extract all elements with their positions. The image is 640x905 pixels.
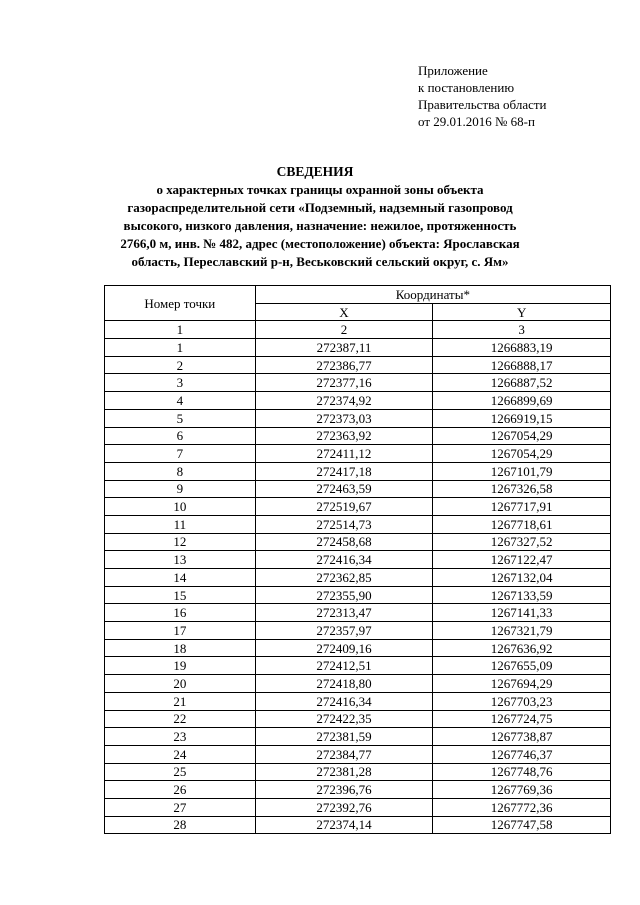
point-number-cell: 19 bbox=[105, 657, 256, 675]
x-coordinate-cell: 272519,67 bbox=[255, 498, 433, 516]
appendix-line: Правительства области bbox=[418, 97, 547, 112]
x-coordinate-cell: 272416,34 bbox=[255, 551, 433, 569]
y-coordinate-cell: 1267703,23 bbox=[433, 692, 611, 710]
point-number-cell: 15 bbox=[105, 586, 256, 604]
table-row bbox=[105, 409, 611, 427]
x-coordinate-cell: 272392,76 bbox=[255, 798, 433, 816]
point-number-cell: 16 bbox=[105, 604, 256, 622]
table-row bbox=[105, 728, 611, 746]
y-coordinate-cell: 1267718,61 bbox=[433, 515, 611, 533]
x-coordinate-cell: 272374,14 bbox=[255, 816, 433, 834]
point-number-cell: 22 bbox=[105, 710, 256, 728]
y-coordinate-cell: 1266883,19 bbox=[433, 339, 611, 357]
y-coordinate-cell: 1267054,29 bbox=[433, 445, 611, 463]
y-coordinate-cell: 1267738,87 bbox=[433, 728, 611, 746]
table-row bbox=[105, 339, 611, 357]
table-row bbox=[105, 445, 611, 463]
table-row bbox=[105, 745, 611, 763]
point-number-cell: 18 bbox=[105, 639, 256, 657]
point-number-cell: 17 bbox=[105, 622, 256, 640]
point-number-cell: 28 bbox=[105, 816, 256, 834]
x-coordinate-cell: 272418,80 bbox=[255, 675, 433, 693]
point-number-cell: 21 bbox=[105, 692, 256, 710]
table-row bbox=[105, 374, 611, 392]
y-coordinate-cell: 1266899,69 bbox=[433, 392, 611, 410]
x-coordinate-cell: 272357,97 bbox=[255, 622, 433, 640]
subtitle-line: 2766,0 м, инв. № 482, адрес (местоположение) объекта: Ярославская bbox=[120, 236, 520, 251]
point-number-cell: 6 bbox=[105, 427, 256, 445]
x-coordinate-cell: 272362,85 bbox=[255, 569, 433, 587]
subtitle-line: высокого, низкого давления, назначение: нежилое, протяженность bbox=[123, 218, 517, 233]
x-coordinate-cell: 272396,76 bbox=[255, 781, 433, 799]
x-coordinate-cell: 272387,11 bbox=[255, 339, 433, 357]
point-number-cell: 14 bbox=[105, 569, 256, 587]
y-coordinate-cell: 1266888,17 bbox=[433, 356, 611, 374]
table-row bbox=[105, 515, 611, 533]
x-coordinate-cell: 272417,18 bbox=[255, 462, 433, 480]
x-coordinate-cell: 272463,59 bbox=[255, 480, 433, 498]
y-coordinate-cell: 1267772,36 bbox=[433, 798, 611, 816]
subtitle-line: о характерных точках границы охранной зоны объекта bbox=[156, 182, 484, 197]
x-coordinate-cell: 272386,77 bbox=[255, 356, 433, 374]
table-row bbox=[105, 798, 611, 816]
y-coordinate-cell: 1267122,47 bbox=[433, 551, 611, 569]
header-row bbox=[105, 286, 611, 304]
y-coordinate-cell: 1267769,36 bbox=[433, 781, 611, 799]
y-coordinate-cell: 1267724,75 bbox=[433, 710, 611, 728]
point-number-cell: 8 bbox=[105, 462, 256, 480]
point-number-cell: 20 bbox=[105, 675, 256, 693]
point-number-cell: 24 bbox=[105, 745, 256, 763]
point-number-cell: 9 bbox=[105, 480, 256, 498]
y-coordinate-cell: 1267748,76 bbox=[433, 763, 611, 781]
table-row bbox=[105, 816, 611, 834]
y-coordinate-cell: 1267321,79 bbox=[433, 622, 611, 640]
table-row bbox=[105, 569, 611, 587]
table-row bbox=[105, 710, 611, 728]
point-number-cell: 2 bbox=[105, 356, 256, 374]
x-coordinate-cell: 272458,68 bbox=[255, 533, 433, 551]
y-coordinate-cell: 1267054,29 bbox=[433, 427, 611, 445]
y-coordinate-cell: 1267132,04 bbox=[433, 569, 611, 587]
table-row bbox=[105, 586, 611, 604]
x-coordinate-cell: 272422,35 bbox=[255, 710, 433, 728]
appendix-block bbox=[418, 62, 547, 130]
y-coordinate-cell: 1267133,59 bbox=[433, 586, 611, 604]
x-coordinate-cell: 272355,90 bbox=[255, 586, 433, 604]
point-number-cell: 4 bbox=[105, 392, 256, 410]
x-coordinate-cell: 272363,92 bbox=[255, 427, 433, 445]
point-number-cell: 23 bbox=[105, 728, 256, 746]
x-coordinate-cell: 272384,77 bbox=[255, 745, 433, 763]
point-number-cell: 1 bbox=[105, 339, 256, 357]
y-coordinate-cell: 1267326,58 bbox=[433, 480, 611, 498]
table-row bbox=[105, 462, 611, 480]
appendix-line: к постановлению bbox=[418, 80, 515, 95]
point-number-cell: 27 bbox=[105, 798, 256, 816]
x-coordinate-cell: 272313,47 bbox=[255, 604, 433, 622]
y-coordinate-cell: 1267717,91 bbox=[433, 498, 611, 516]
point-number-cell: 7 bbox=[105, 445, 256, 463]
table-row bbox=[105, 533, 611, 551]
point-number-cell: 25 bbox=[105, 763, 256, 781]
point-number-cell: 5 bbox=[105, 409, 256, 427]
point-number-cell: 11 bbox=[105, 515, 256, 533]
column-number: 1 bbox=[105, 321, 256, 339]
table-row bbox=[105, 392, 611, 410]
coordinates-header: Координаты* bbox=[255, 286, 610, 304]
point-number-cell: 12 bbox=[105, 533, 256, 551]
table-row bbox=[105, 657, 611, 675]
table-row bbox=[105, 692, 611, 710]
x-coordinate-cell: 272374,92 bbox=[255, 392, 433, 410]
column-number: 3 bbox=[433, 321, 611, 339]
y-header: Y bbox=[433, 303, 611, 321]
point-number-cell: 3 bbox=[105, 374, 256, 392]
appendix-line: Приложение bbox=[418, 63, 488, 78]
x-coordinate-cell: 272412,51 bbox=[255, 657, 433, 675]
x-coordinate-cell: 272409,16 bbox=[255, 639, 433, 657]
y-coordinate-cell: 1267747,58 bbox=[433, 816, 611, 834]
table-row bbox=[105, 427, 611, 445]
table-row bbox=[105, 604, 611, 622]
coordinates-table bbox=[104, 285, 611, 834]
column-number: 2 bbox=[255, 321, 433, 339]
point-number-cell: 26 bbox=[105, 781, 256, 799]
x-header: X bbox=[255, 303, 433, 321]
table-row bbox=[105, 781, 611, 799]
document-title: СВЕДЕНИЯ bbox=[276, 164, 354, 179]
y-coordinate-cell: 1267655,09 bbox=[433, 657, 611, 675]
y-coordinate-cell: 1267141,33 bbox=[433, 604, 611, 622]
point-number-cell: 10 bbox=[105, 498, 256, 516]
column-numbering-row bbox=[105, 321, 611, 339]
y-coordinate-cell: 1267101,79 bbox=[433, 462, 611, 480]
appendix-line: от 29.01.2016 № 68-п bbox=[418, 114, 535, 129]
point-number-cell: 13 bbox=[105, 551, 256, 569]
x-coordinate-cell: 272381,28 bbox=[255, 763, 433, 781]
subtitle-line: газораспределительной сети «Подземный, надземный газопровод bbox=[127, 200, 513, 215]
y-coordinate-cell: 1267327,52 bbox=[433, 533, 611, 551]
y-coordinate-cell: 1266919,15 bbox=[433, 409, 611, 427]
y-coordinate-cell: 1267746,37 bbox=[433, 745, 611, 763]
point-number-header: Номер точки bbox=[105, 286, 256, 321]
x-coordinate-cell: 272416,34 bbox=[255, 692, 433, 710]
subtitle-line: область, Переславский р-н, Веськовский сельский округ, с. Ям» bbox=[131, 254, 509, 269]
table-row bbox=[105, 639, 611, 657]
table-row bbox=[105, 622, 611, 640]
x-coordinate-cell: 272377,16 bbox=[255, 374, 433, 392]
y-coordinate-cell: 1267636,92 bbox=[433, 639, 611, 657]
y-coordinate-cell: 1267694,29 bbox=[433, 675, 611, 693]
x-coordinate-cell: 272514,73 bbox=[255, 515, 433, 533]
table-row bbox=[105, 498, 611, 516]
table-row bbox=[105, 763, 611, 781]
document-subtitle bbox=[92, 181, 548, 271]
table-row bbox=[105, 551, 611, 569]
table-row bbox=[105, 675, 611, 693]
x-coordinate-cell: 272381,59 bbox=[255, 728, 433, 746]
x-coordinate-cell: 272411,12 bbox=[255, 445, 433, 463]
x-coordinate-cell: 272373,03 bbox=[255, 409, 433, 427]
table-row bbox=[105, 356, 611, 374]
table-row bbox=[105, 480, 611, 498]
y-coordinate-cell: 1266887,52 bbox=[433, 374, 611, 392]
